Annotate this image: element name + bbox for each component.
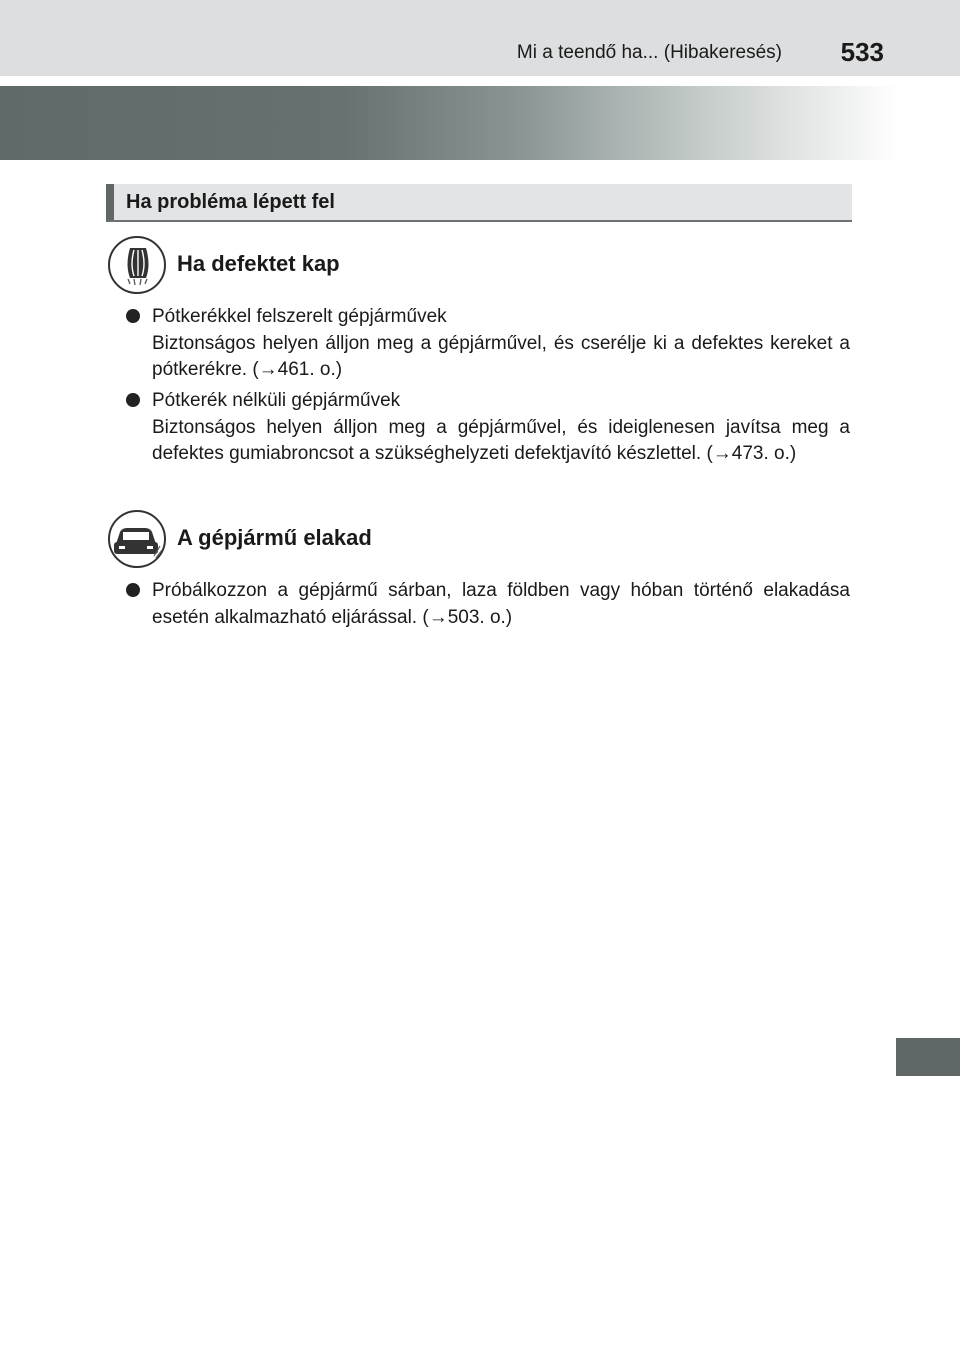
item-body: Próbálkozzon a gépjármű sárban, laza földben vagy hóban történő elakadása esetén alkalmazható eljárással. (→503. o.): [152, 580, 850, 628]
stuck-vehicle-icon: [108, 510, 166, 568]
bullet-icon: [126, 309, 140, 323]
item-body: Biztonságos helyen álljon meg a gépjárművel, és cserélje ki a defektes kereket a pótkerékre. (→461. o.): [152, 332, 850, 380]
page-header-bar: [0, 0, 960, 76]
item-heading: Pótkerékkel felszerelt gépjárművek: [152, 306, 447, 327]
item-heading: Pótkerék nélküli gépjárművek: [152, 390, 401, 411]
page-number: 533: [840, 37, 884, 67]
bullet-icon: [126, 583, 140, 597]
bullet-icon: [126, 393, 140, 407]
section-heading-accent: [106, 184, 114, 220]
chapter-banner: [0, 86, 898, 160]
flat-tire-icon: [108, 236, 166, 294]
item-body: Biztonságos helyen álljon meg a gépjárművel, és ideiglenesen javítsa meg a defektes gumiabroncsot a szükséghelyzeti defektjavító készlettel. (→473. o.): [152, 416, 850, 464]
list-item: [126, 388, 850, 468]
list-item: [126, 578, 850, 631]
subsection-title-stuck-vehicle: A gépjármű elakad: [177, 525, 372, 550]
section-heading: [106, 184, 852, 222]
section-title: Ha probléma lépett fel: [126, 191, 335, 213]
list-item: [126, 304, 850, 384]
subsection-title-flat-tire: Ha defektet kap: [177, 251, 340, 276]
chapter-title: Mi a teendő ha... (Hibakeresés): [516, 42, 782, 63]
chapter-tab-marker: [896, 1038, 960, 1076]
